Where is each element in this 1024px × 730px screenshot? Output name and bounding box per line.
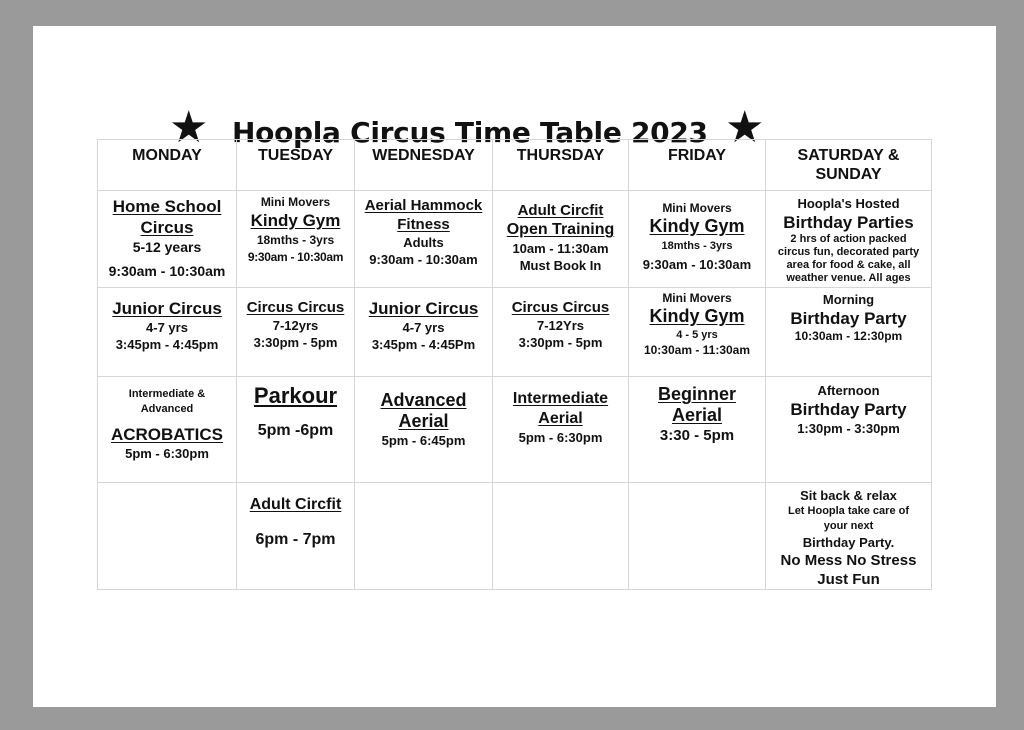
promo-line: Just Fun [817,571,880,588]
class-title: ACROBATICS [110,425,224,444]
class-cell [98,191,237,288]
class-subtitle: Hoopla's Hosted [797,196,900,211]
empty-cell [629,483,766,590]
class-title: Birthday Party [790,400,907,419]
table-row [98,191,932,288]
class-subtitle: Morning [822,292,875,307]
class-subtitle: Mini Movers [662,201,732,215]
class-time: 5pm - 6:30pm [125,446,209,461]
class-title: Adult Circfit [517,202,604,219]
promo-line: No Mess No Stress [780,552,917,569]
class-time: 6pm - 7pm [255,531,336,548]
class-time: 3:45pm - 4:45Pm [371,337,476,352]
class-cell [237,377,355,483]
class-ages: 5-12 years [132,239,202,255]
class-title: Junior Circus [112,299,222,318]
class-cell [629,191,766,288]
page-title: Hoopla Circus Time Table 2023 [232,116,708,149]
class-cell [629,288,766,377]
class-title: Kindy Gym [250,211,341,230]
class-time: 9:30am - 10:30am [642,257,752,272]
header-friday: FRIDAY [629,140,766,191]
class-time: 10:30am - 11:30am [643,343,751,357]
table-row [98,377,932,483]
class-title: Circus Circus [511,299,610,316]
empty-cell [355,483,493,590]
class-subtitle: Mini Movers [662,291,732,305]
class-cell [98,288,237,377]
timetable-page [33,26,996,707]
class-ages: 7-12yrs [272,318,319,333]
class-time: 9:30am - 10:30am [247,250,344,264]
class-cell [237,483,355,590]
class-desc: area for food & cake, all [786,259,911,271]
class-desc: circus fun, decorated party [777,246,920,258]
class-title: Intermediate [512,390,609,407]
class-cell [493,288,629,377]
class-subtitle: Advanced [140,403,194,415]
class-cell [493,377,629,483]
class-ages: Adults [403,235,444,250]
class-title: Aerial [538,410,583,427]
class-ages: 7-12Yrs [537,318,584,333]
class-title: Advanced [380,390,467,410]
header-monday: MONDAY [98,140,237,191]
class-cell [629,377,766,483]
class-cell [493,191,629,288]
class-cell [237,191,355,288]
class-title: Circus Circus [246,299,345,316]
class-title: Kindy Gym [649,306,745,326]
class-time: 9:30am - 10:30am [108,263,226,279]
class-time: 3:30 - 5pm [659,427,735,444]
class-title: Beginner [657,384,736,404]
class-ages: 18mths - 3yrs [256,233,335,247]
class-ages: 4-7 yrs [146,320,188,335]
class-time: 5pm - 6:45pm [381,433,466,448]
class-cell [766,191,932,288]
class-subtitle: Afternoon [817,383,880,398]
class-title: Fitness [397,216,450,233]
promo-line: Birthday Party. [802,535,895,550]
class-title: Birthday Parties [783,213,914,232]
empty-cell [493,483,629,590]
class-cell [237,288,355,377]
class-title: Home School [112,197,222,216]
class-cell [766,288,932,377]
class-title: Junior Circus [368,299,479,318]
header-row [98,140,932,191]
promo-line: your next [823,520,874,532]
class-time: 10:30am - 12:30pm [794,329,903,343]
table-row [98,483,932,590]
star-icon: ★ [725,103,765,152]
promo-line: Sit back & relax [800,488,897,503]
class-ages: 18mths - 3yrs [661,240,733,252]
class-title: Aerial [398,411,449,431]
star-icon: ★ [169,103,209,152]
class-time: 10am - 11:30am [512,241,609,256]
class-desc: weather venue. All ages [786,272,911,284]
class-title: Circus [140,218,194,237]
class-cell [98,377,237,483]
timetable [97,139,932,590]
class-title: Aerial [671,405,723,425]
empty-cell [98,483,237,590]
header-tuesday: TUESDAY [237,140,355,191]
class-title: Open Training [506,221,615,238]
class-time: 5pm -6pm [257,422,334,439]
class-time: 3:30pm - 5pm [253,335,338,350]
header-thursday: THURSDAY [493,140,629,191]
class-desc: 2 hrs of action packed [790,233,907,245]
header-wednesday: WEDNESDAY [355,140,493,191]
class-title: Adult Circfit [249,496,342,513]
class-ages: 4-7 yrs [402,320,445,335]
class-cell [355,377,493,483]
class-title: Kindy Gym [649,216,745,236]
class-time: 1:30pm - 3:30pm [797,421,900,436]
class-time: 3:45pm - 4:45pm [115,337,219,352]
class-title: Aerial Hammock [364,197,483,214]
class-cell [355,191,493,288]
class-time: 5pm - 6:30pm [518,430,603,445]
header-weekend: SATURDAY & SUNDAY [766,140,932,191]
class-subtitle: Intermediate & [128,388,206,400]
table-row [98,288,932,377]
class-time: 3:30pm - 5pm [518,335,603,350]
class-ages: 4 - 5 yrs [676,329,718,341]
class-title: Parkour [253,383,338,408]
promo-line: Let Hoopla take care of [787,505,910,517]
class-title: Birthday Party [790,309,907,328]
promo-cell [766,483,932,590]
class-cell [355,288,493,377]
class-subtitle: Mini Movers [260,195,331,209]
class-note: Must Book In [519,258,602,273]
class-time: 9:30am - 10:30am [369,252,478,267]
class-cell [766,377,932,483]
